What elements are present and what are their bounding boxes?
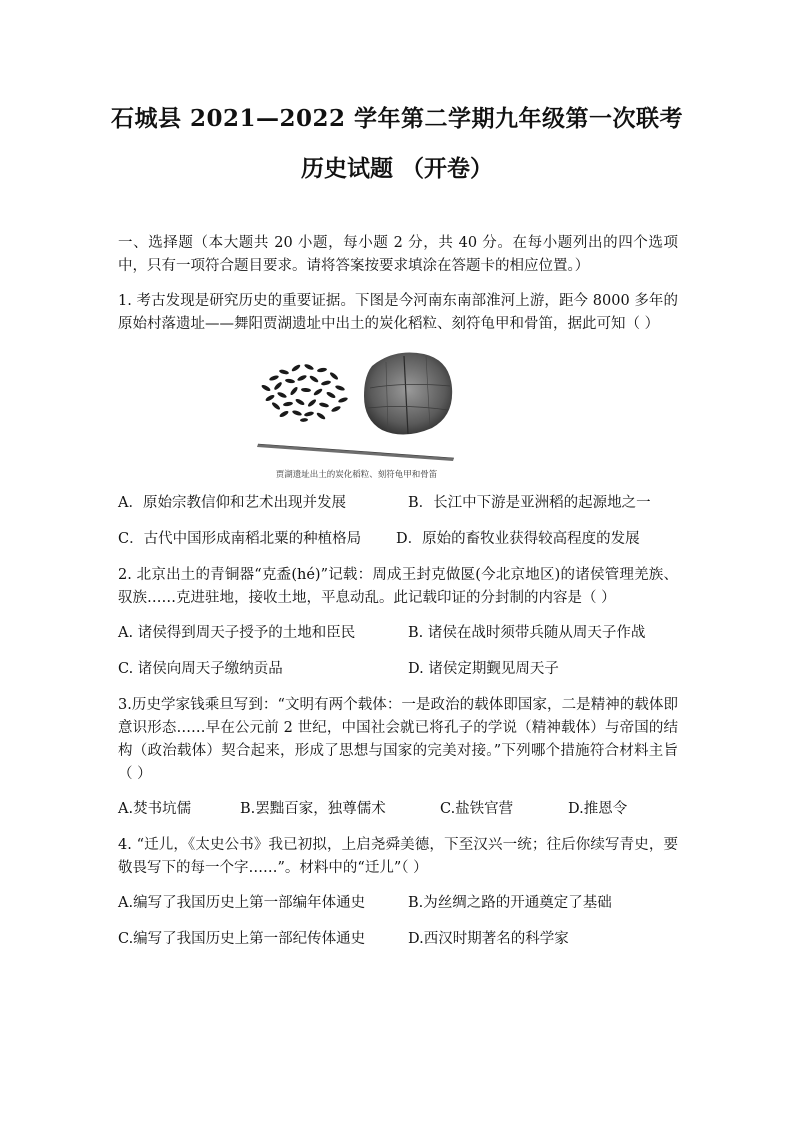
question-3-stem: 3.历史学家钱乘旦写到：“文明有两个载体：一是政治的载体即国家，二是精神的载体即意识形态……早在公元前 2 世纪，中国社会就已将孔子的学说（精神载体）与帝国的结构（政治载体）契合起来，形成了思想与国家的完美对接。”下列哪个措施符合材料主旨（ ） (118, 697, 678, 782)
question-2-options-row-2 (118, 658, 678, 681)
bone-flute-illustration (257, 444, 454, 461)
section-instructions: 一、选择题（本大题共 20 小题，每小题 2 分，共 40 分。在每小题列出的四个选项中，只有一项符合题目要求。请将答案按要求填涂在答题卡的相应位置。） (118, 235, 678, 274)
question-3-option-b: B.罢黜百家，独尊儒术 (240, 801, 386, 817)
question-1-option-d: D．原始的畜牧业获得较高程度的发展 (396, 531, 640, 547)
question-2-option-d: D. 诸侯定期觐见周天子 (408, 661, 559, 677)
exam-title: 石城县 2021—2022 学年第二学期九年级第一次联考 (110, 105, 684, 132)
question-3-option-d: D.推恩令 (568, 801, 628, 817)
question-2-option-a: A. 诸侯得到周天子授予的土地和臣民 (118, 625, 356, 641)
question-1-option-c: C．古代中国形成南稻北粟的种植格局 (118, 531, 362, 547)
question-3-options-row (118, 798, 678, 821)
question-1-option-b: B．长江中下游是亚洲稻的起源地之一 (408, 495, 651, 511)
question-1-stem: 1. 考古发现是研究历史的重要证据。下图是今河南东南部淮河上游，距今 8000 多年的原始村落遗址——舞阳贾湖遗址中出土的炭化稻粒、刻符龟甲和骨笛，据此可知（ ） (118, 293, 678, 332)
question-4-option-c: C.编写了我国历史上第一部纪传体通史 (118, 931, 366, 947)
question-4-options-row-2 (118, 928, 678, 951)
question-4-option-a: A.编写了我国历史上第一部编年体通史 (118, 895, 366, 911)
exam-subtitle: 历史试题 （开卷） (300, 155, 493, 182)
question-4-option-d: D.西汉时期著名的科学家 (408, 931, 569, 947)
question-3-option-a: A.焚书坑儒 (118, 801, 192, 817)
figure-caption: 贾湖遗址出土的炭化稻粒、刻符龟甲和骨笛 (275, 470, 438, 480)
question-1-options-row-2 (118, 528, 678, 551)
question-2-option-c: C. 诸侯向周天子缴纳贡品 (118, 661, 283, 677)
question-2-options-row-1 (118, 622, 678, 645)
question-1-figure (118, 348, 678, 478)
question-1-option-a: A．原始宗教信仰和艺术出现并发展 (118, 495, 346, 511)
question-2-option-b: B. 诸侯在战时须带兵随从周天子作战 (408, 625, 646, 641)
question-1-options-row-1 (118, 492, 678, 515)
question-4-options-row-1 (118, 892, 678, 915)
question-2-stem: 2. 北京出土的青铜器“克盉(hé)”记载：周成王封克做匽(今北京地区)的诸侯管理羌族、驭族……克进驻地，接收土地，平息动乱。此记载印证的分封制的内容是（ ） (118, 567, 678, 606)
exam-content (118, 232, 678, 964)
question-4-option-b: B.为丝绸之路的开通奠定了基础 (408, 895, 612, 911)
artifact-image (254, 348, 459, 462)
question-3-option-c: C.盐铁官营 (440, 801, 514, 817)
turtle-shell-illustration (364, 353, 452, 435)
rice-grains-illustration (257, 362, 351, 422)
question-4-stem: 4. “迁儿，《太史公书》我已初拟，上启尧舜美德，下至汉兴一统；往后你续写青史，要敬畏写下的每一个字……”。材料中的“迁儿”（ ） (118, 837, 678, 876)
